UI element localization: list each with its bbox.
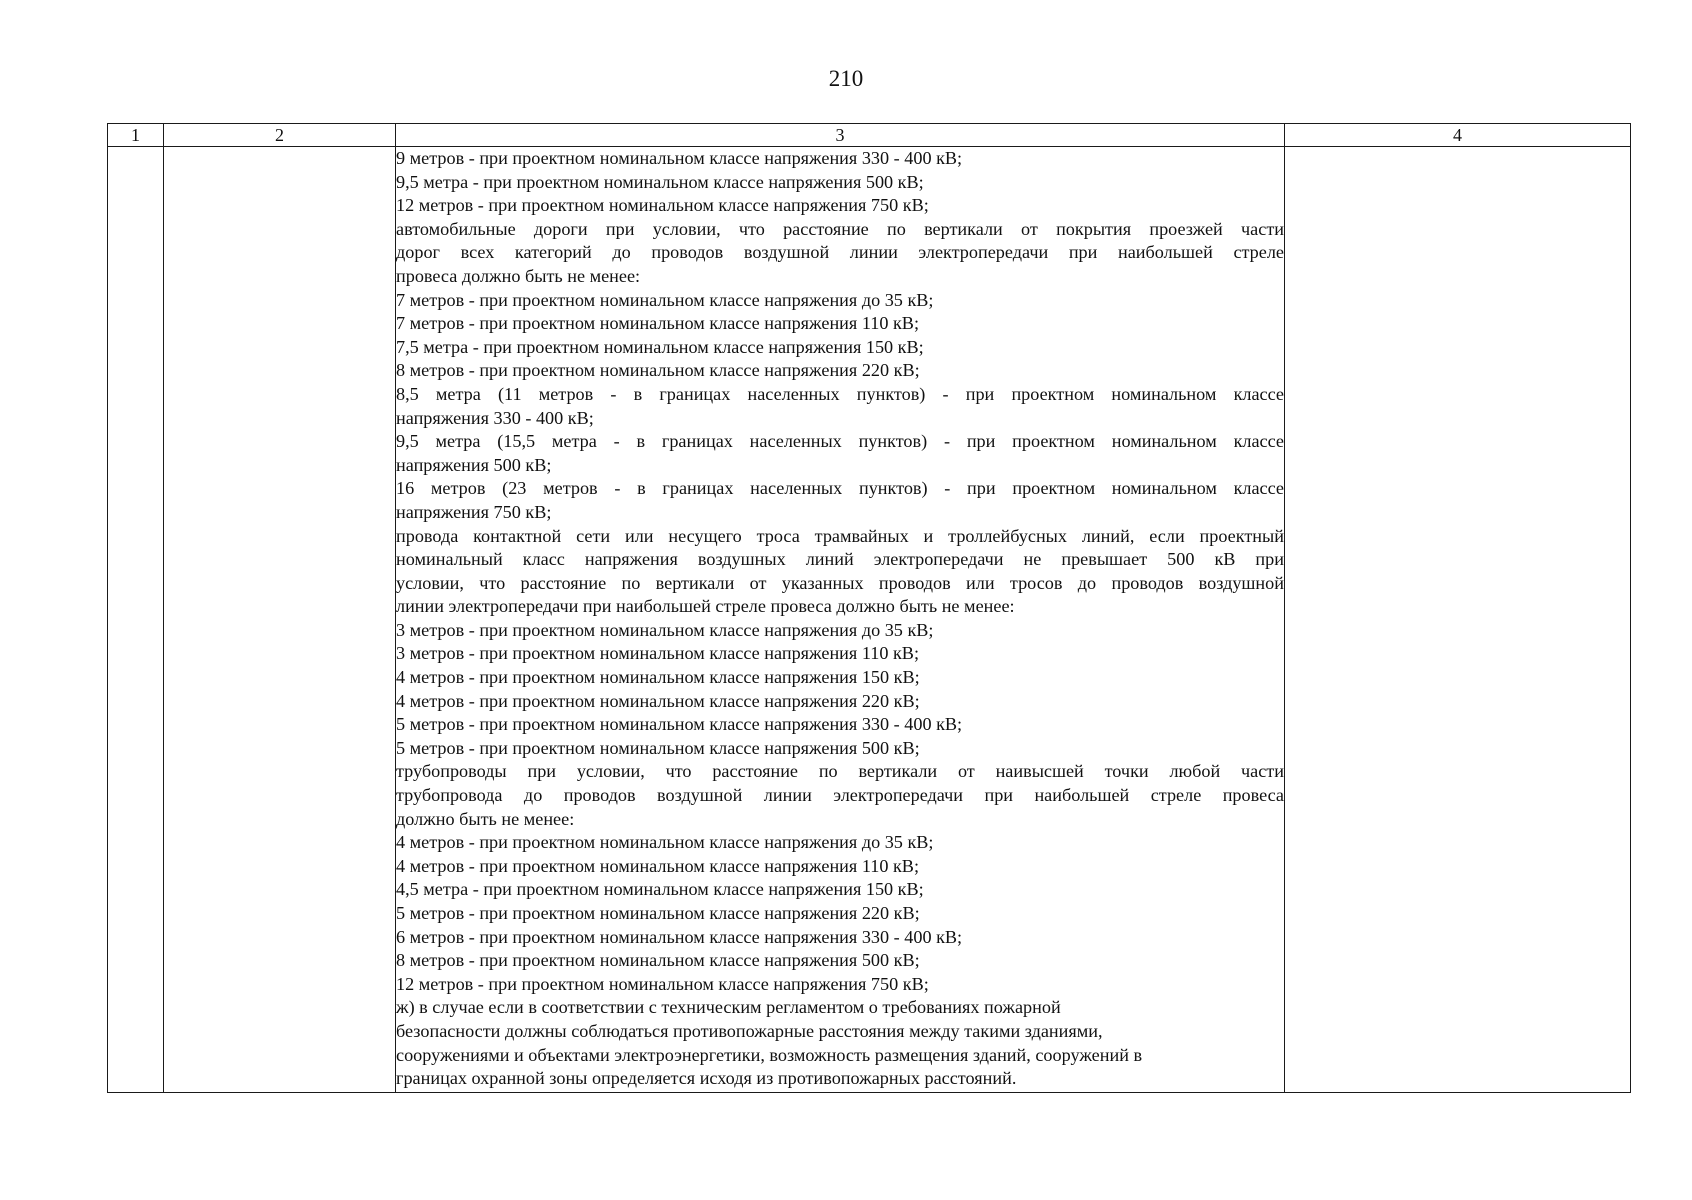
text-line: 12 метров - при проектном номинальном классе напряжения 750 кВ;: [396, 195, 929, 216]
text-line: 4 метров - при проектном номинальном классе напряжения до 35 кВ;: [396, 832, 934, 853]
text-line: автомобильные дороги при условии, что расстояние по вертикали от покрытия проезжей части: [396, 218, 1284, 239]
text-line: 6 метров - при проектном номинальном классе напряжения 330 - 400 кВ;: [396, 926, 963, 947]
text-line: 7 метров - при проектном номинальном классе напряжения 110 кВ;: [396, 313, 919, 334]
text-line: условии, что расстояние по вертикали от указанных проводов или тросов до проводов воздушной: [396, 572, 1284, 593]
column-header-4: 4: [1285, 124, 1631, 147]
text-line: напряжения 500 кВ;: [396, 454, 552, 475]
text-line: 5 метров - при проектном номинальном классе напряжения 220 кВ;: [396, 903, 920, 923]
text-line: 8,5 метра (11 метров - в границах населенных пунктов) - при проектном номинальном классе: [396, 383, 1284, 404]
text-line: 8 метров - при проектном номинальном классе напряжения 220 кВ;: [396, 360, 920, 381]
text-line: 9 метров - при проектном номинальном классе напряжения 330 - 400 кВ;: [396, 148, 963, 168]
column-2-cell: [164, 147, 396, 1093]
table-header-row: [108, 124, 1631, 147]
text-line: дорог всех категорий до проводов воздушной линии электропередачи при наибольшей стреле: [396, 242, 1284, 263]
text-line: ж) в случае если в соответствии с техническим регламентом о требованиях пожарной: [396, 997, 1061, 1018]
text-line: 5 метров - при проектном номинальном классе напряжения 500 кВ;: [396, 737, 920, 758]
text-line: 5 метров - при проектном номинальном классе напряжения 330 - 400 кВ;: [396, 714, 963, 735]
text-line: напряжения 330 - 400 кВ;: [396, 407, 594, 428]
text-line: 4,5 метра - при проектном номинальном классе напряжения 150 кВ;: [396, 879, 924, 900]
text-line: сооружениями и объектами электроэнергетики, возможность размещения зданий, сооружений в: [396, 1044, 1143, 1065]
column-1-cell: [108, 147, 164, 1093]
text-line: линии электропередачи при наибольшей стреле провеса должно быть не менее:: [396, 596, 1015, 617]
text-line: 8 метров - при проектном номинальном классе напряжения 500 кВ;: [396, 950, 920, 971]
text-line: 9,5 метра (15,5 метра - в границах населенных пунктов) - при проектном номинальном классе: [396, 431, 1284, 452]
text-line: провода контактной сети или несущего троса трамвайных и троллейбусных линий, если проектный: [396, 525, 1284, 546]
text-line: номинальный класс напряжения воздушных линий электропередачи не превышает 500 кВ при: [396, 549, 1284, 570]
table-row: [108, 147, 1631, 1093]
text-line: 4 метров - при проектном номинальном классе напряжения 220 кВ;: [396, 690, 920, 711]
text-line: границах охранной зоны определяется исходя из противопожарных расстояний.: [396, 1068, 1017, 1089]
text-line: провеса должно быть не менее:: [396, 265, 641, 286]
column-header-1: 1: [108, 124, 164, 147]
text-line: трубопровода до проводов воздушной линии электропередачи при наибольшей стреле провеса: [396, 785, 1284, 806]
page-number: 210: [828, 66, 864, 91]
text-line: безопасности должны соблюдаться противопожарные расстояния между такими зданиями,: [396, 1020, 1103, 1041]
text-line: 3 метров - при проектном номинальном классе напряжения до 35 кВ;: [396, 619, 934, 640]
text-line: 16 метров (23 метров - в границах населенных пунктов) - при проектном номинальном классе: [396, 478, 1284, 499]
text-line: 9,5 метра - при проектном номинальном классе напряжения 500 кВ;: [396, 171, 924, 192]
column-3-cell: [396, 147, 1285, 1093]
text-line: 4 метров - при проектном номинальном классе напряжения 110 кВ;: [396, 855, 919, 876]
text-line: трубопроводы при условии, что расстояние по вертикали от наивысшей точки любой части: [396, 761, 1284, 782]
document-table: [107, 123, 1631, 1093]
text-line: 7 метров - при проектном номинальном классе напряжения до 35 кВ;: [396, 289, 934, 310]
text-line: 7,5 метра - при проектном номинальном классе напряжения 150 кВ;: [396, 336, 924, 357]
text-line: 3 метров - при проектном номинальном классе напряжения 110 кВ;: [396, 643, 919, 664]
column-header-3: 3: [396, 124, 1285, 147]
text-line: напряжения 750 кВ;: [396, 501, 552, 522]
text-line: 12 метров - при проектном номинальном классе напряжения 750 кВ;: [396, 973, 929, 994]
column-4-cell: [1285, 147, 1631, 1093]
text-line: должно быть не менее:: [396, 808, 575, 829]
column-header-2: 2: [164, 124, 396, 147]
text-line: 4 метров - при проектном номинальном классе напряжения 150 кВ;: [396, 667, 920, 688]
